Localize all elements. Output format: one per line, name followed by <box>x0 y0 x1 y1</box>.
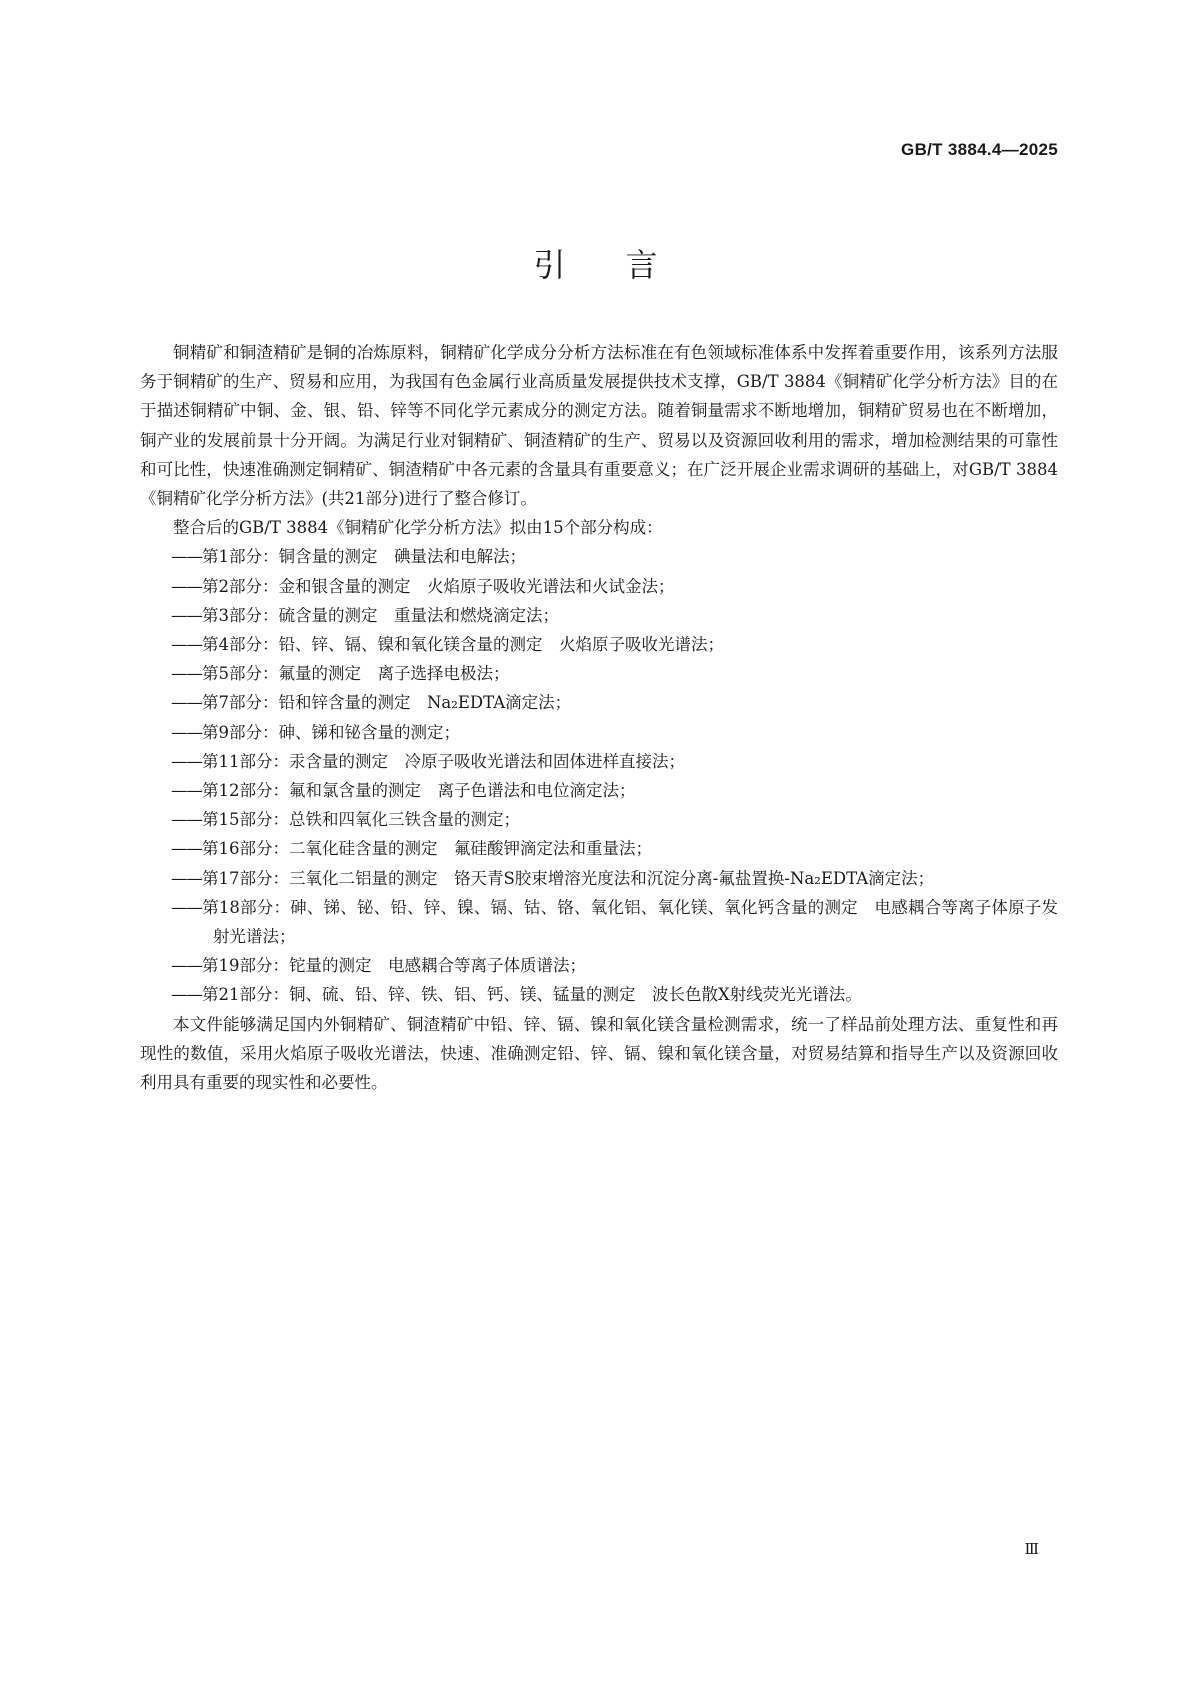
page-number: Ⅲ <box>1024 1540 1039 1558</box>
list-item: ——第3部分：硫含量的测定 重量法和燃烧滴定法； <box>171 605 559 625</box>
list-item: ——第2部分：金和银含量的测定 火焰原子吸收光谱法和火试金法； <box>171 576 675 596</box>
list-dash: —— <box>171 897 202 917</box>
closing-paragraph: 本文件能够满足国内外铜精矿、铜渣精矿中铅、锌、镉、镍和氧化镁含量检测需求，统一了样品前处理方法、重复性和再现性的数值，采用火焰原子吸收光谱法，快速、准确测定铅、锌、镉、镍和氧化镁含量，对贸易结算和指导生产以及资源回收利用具有重要的现实性和必要性。 <box>140 1014 1058 1093</box>
list-dash: —— <box>171 605 202 625</box>
list-item: ——第1部分：铜含量的测定 碘量法和电解法； <box>171 547 526 567</box>
parts-list <box>140 542 1058 1009</box>
list-item: ——第16部分：二氧化硅含量的测定 氟硅酸钾滴定法和重量法； <box>171 839 652 859</box>
list-dash: —— <box>171 722 202 742</box>
list-item: ——第19部分：铊量的测定 电感耦合等离子体质谱法； <box>171 956 586 976</box>
parts-intro: 整合后的GB/T 3884《铜精矿化学分析方法》拟由15个部分构成： <box>173 518 663 538</box>
list-dash: —— <box>171 781 202 801</box>
list-dash: —— <box>171 810 202 830</box>
list-dash: —— <box>171 635 202 655</box>
list-item: ——第7部分：铅和锌含量的测定 Na₂EDTA滴定法； <box>171 693 572 713</box>
list-dash: —— <box>171 693 202 713</box>
list-dash: —— <box>171 985 202 1005</box>
list-dash: —— <box>171 664 202 684</box>
list-item: ——第9部分：砷、锑和铋含量的测定； <box>171 722 460 742</box>
list-item: ——第17部分：三氧化二铝量的测定 铬天青S胶束增溶光度法和沉淀分离-氟盐置换-Na₂EDTA滴定法； <box>171 868 935 888</box>
intro-paragraph: 铜精矿和铜渣精矿是铜的冶炼原料，铜精矿化学成分分析方法标准在有色领域标准体系中发挥着重要作用，该系列方法服务于铜精矿的生产、贸易和应用，为我国有色金属行业高质量发展提供技术支撑，GB/T 3884《铜精矿化学分析方法》目的在于描述铜精矿中铜、金、银、铅、锌等不同化学元素成分的测定方法。随着铜量需求不断地增加，铜精矿贸易也在不断增加，铜产业的发展前景十分开阔。为满足行业对铜精矿、铜渣精矿的生产、贸易以及资源回收利用的需求，增加检测结果的可靠性和可比性，快速准确测定铜精矿、铜渣精矿中各元素的含量具有重要意义；在广泛开展企业需求调研的基础上，对GB/T 3884《铜精矿化学分析方法》(共21部分)进行了整合修订。 <box>140 343 1058 509</box>
list-dash: —— <box>171 547 202 567</box>
document-number: GB/T 3884.4—2025 <box>901 140 1058 159</box>
list-dash: —— <box>171 956 202 976</box>
list-dash: —— <box>171 868 202 888</box>
list-dash: —— <box>171 839 202 859</box>
list-item: ——第21部分：铜、硫、铅、锌、铁、铝、钙、镁、锰量的测定 波长色散X射线荧光光谱法。 <box>171 985 862 1005</box>
list-dash: —— <box>171 751 202 771</box>
document-body <box>140 338 1058 1097</box>
page-title: 引言 <box>533 246 718 284</box>
list-item: ——第4部分：铅、锌、镉、镍和氧化镁含量的测定 火焰原子吸收光谱法； <box>171 635 724 655</box>
list-item: ——第5部分：氟量的测定 离子选择电极法； <box>171 664 510 684</box>
list-item: ——第11部分：汞含量的测定 冷原子吸收光谱法和固体进样直接法； <box>171 751 685 771</box>
list-item: ——第12部分：氟和氯含量的测定 离子色谱法和电位滴定法； <box>171 781 636 801</box>
list-dash: —— <box>171 576 202 596</box>
list-item: ——第18部分：砷、锑、铋、铅、锌、镍、镉、钴、铬、氧化铝、氧化镁、氧化钙含量的测定 电感耦合等离子体原子发射光谱法； <box>171 897 1058 947</box>
list-item: ——第15部分：总铁和四氧化三铁含量的测定； <box>171 810 520 830</box>
